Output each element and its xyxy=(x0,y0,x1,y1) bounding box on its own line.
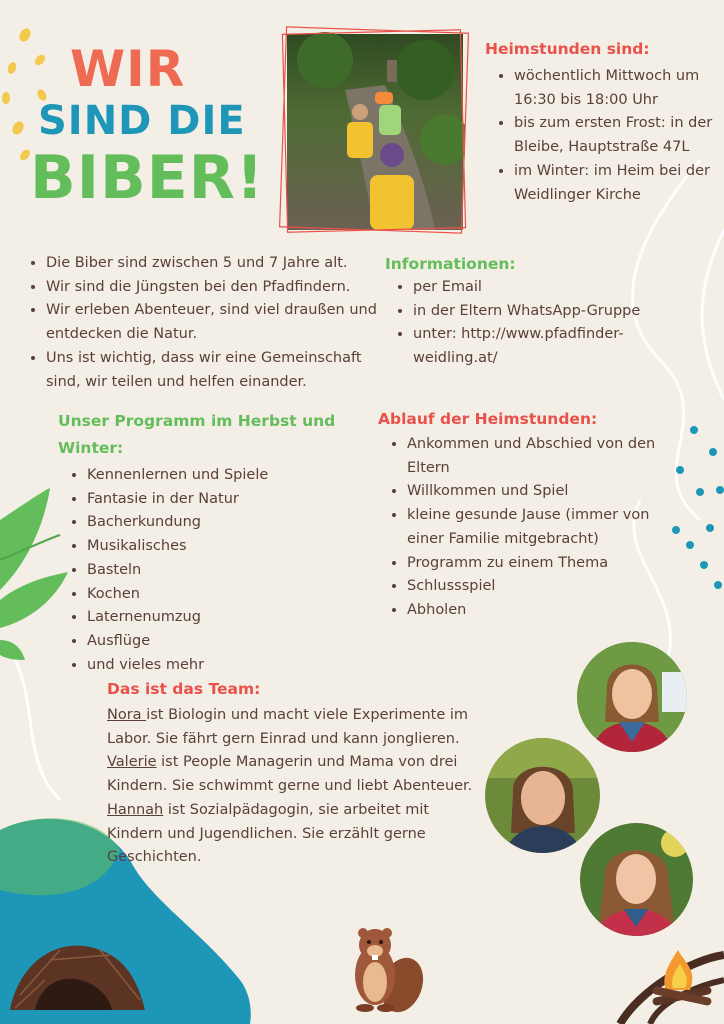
member-name: Hannah xyxy=(107,801,164,818)
list-item: • Kennenlernen und Spiele xyxy=(87,464,358,488)
list-item: • in der Eltern WhatsApp-Gruppe xyxy=(413,300,665,324)
list-item: • bis zum ersten Frost: in der Bleibe, Hauptstraße 47L xyxy=(514,112,715,159)
avatar xyxy=(580,823,693,936)
list-item: • Programm zu einem Thema xyxy=(407,552,678,576)
member-description: ist People Managerin und Mama von drei Kindern. Sie schwimmt gerne und liebt Abenteuer. xyxy=(107,754,473,795)
list-item: • im Winter: im Heim bei der Weidlinger Kirche xyxy=(514,160,715,207)
list-item: • Ankommen und Abschied von den Eltern xyxy=(407,433,678,480)
list-item: • Kochen xyxy=(87,583,358,607)
list-item: • unter: http://www.pfadfinder-weidling.at/ xyxy=(413,323,665,370)
member-name: Nora xyxy=(107,707,147,723)
heimstunden-section xyxy=(485,40,715,207)
list-item: • Uns ist wichtig, dass wir eine Gemeinschaft sind, wir teilen und helfen einander. xyxy=(46,347,389,394)
team-section xyxy=(107,680,485,870)
avatar xyxy=(485,738,600,853)
title-line-2: SIND DIE xyxy=(38,98,246,144)
list-item: • Basteln xyxy=(87,559,358,583)
list-item: • Abholen xyxy=(407,599,678,623)
team-heading: Das ist das Team: xyxy=(107,680,261,698)
beaver-icon xyxy=(355,928,430,1018)
list-item: • Wir sind die Jüngsten bei den Pfadfindern. xyxy=(46,276,389,300)
list-item: • per Email xyxy=(413,276,665,300)
intro-section xyxy=(24,252,389,394)
team-member-nora xyxy=(107,704,485,751)
team-member-hannah xyxy=(107,799,485,870)
list-item: • Die Biber sind zwischen 5 und 7 Jahre alt. xyxy=(46,252,389,276)
title-line-3: BIBER! xyxy=(30,143,265,213)
programm-section xyxy=(58,408,358,677)
list-item: • Ausflüge xyxy=(87,630,358,654)
list-item: • Schlussspiel xyxy=(407,575,678,599)
group-photo xyxy=(285,30,465,232)
list-item: • kleine gesunde Jause (immer von einer Familie mitgebracht) xyxy=(407,504,678,551)
ablauf-heading: Ablauf der Heimstunden: xyxy=(378,410,598,428)
team-member-valerie xyxy=(107,751,485,798)
heimstunden-heading: Heimstunden sind: xyxy=(485,40,650,58)
informationen-heading: Informationen: xyxy=(385,255,516,273)
title-line-1: WIR xyxy=(70,40,186,98)
ablauf-section xyxy=(378,410,678,623)
list-item: • und vieles mehr xyxy=(87,654,358,678)
list-item: • wöchentlich Mittwoch um 16:30 bis 18:00 Uhr xyxy=(514,65,715,112)
programm-heading: Unser Programm im Herbst und Winter: xyxy=(58,412,336,457)
member-name: Valerie xyxy=(107,754,157,771)
list-item: • Bacherkundung xyxy=(87,511,358,535)
informationen-section xyxy=(385,255,665,371)
list-item: • Fantasie in der Natur xyxy=(87,488,358,512)
campfire-icon xyxy=(620,950,724,1024)
list-item: • Wir erleben Abenteuer, sind viel draußen und entdecken die Natur. xyxy=(46,299,389,346)
avatar xyxy=(577,642,687,752)
member-description: ist Sozialpädagogin, sie arbeitet mit Kindern und Jugendlichen. Sie erzählt gerne Geschichten. xyxy=(107,801,430,866)
list-item: • Laternenumzug xyxy=(87,606,358,630)
list-item: • Willkommen und Spiel xyxy=(407,480,678,504)
member-description: ist Biologin und macht viele Experimente im Labor. Sie fährt gern Einrad und kann jonglieren. xyxy=(107,707,469,747)
list-item: • Musikalisches xyxy=(87,535,358,559)
